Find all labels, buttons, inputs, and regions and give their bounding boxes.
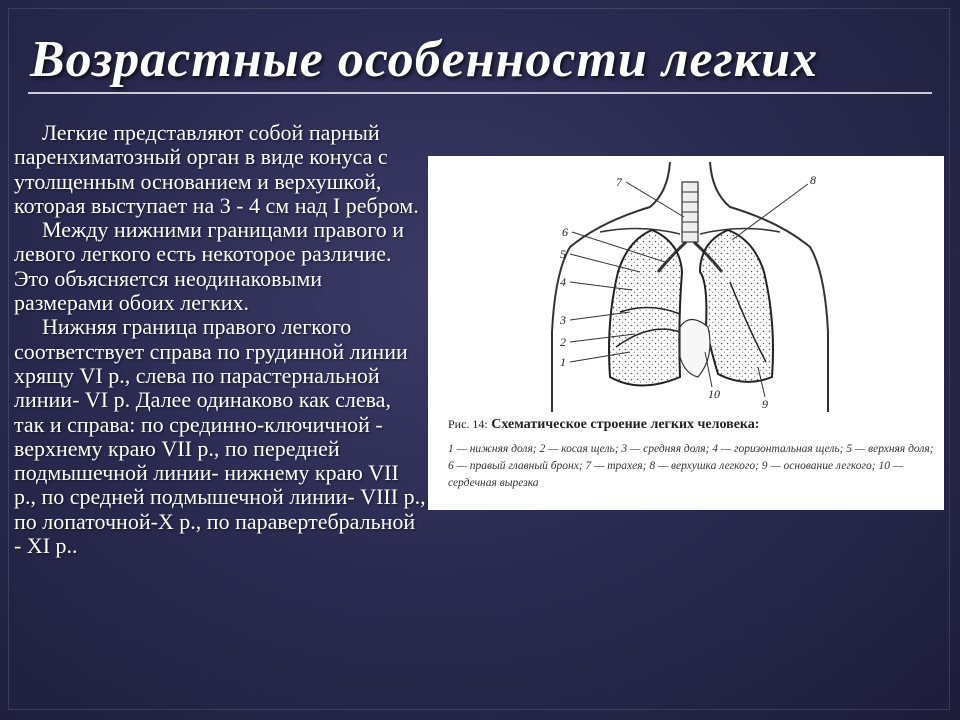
label-7: 7 [616,175,622,189]
trachea [682,182,698,242]
label-2: 2 [560,335,566,349]
figure-caption [448,414,938,492]
figure-label: Рис. 14: [448,417,488,431]
paragraph-2: Между нижними границами правого и левого легкого есть некоторое различие. Это объясняется неодинаковыми размерами обоих легких. [14,217,405,316]
label-9: 9 [762,397,768,411]
label-5: 5 [560,247,566,261]
figure-panel [428,156,944,510]
heart [680,320,710,378]
label-4: 4 [560,275,566,289]
label-10: 10 [708,387,720,401]
caption-title-line [448,414,938,435]
label-6: 6 [562,225,568,239]
label-1: 1 [560,355,566,369]
figure-title: Схематическое строение легких человека: [491,417,760,432]
slide-title: Возрастные особенности легких [30,31,819,88]
body-text [14,121,426,558]
paragraph-1: Легкие представляют собой парный паренхиматозный орган в виде конуса с утолщенным основанием и верхушкой, которая выступает на 3 - 4 см над I ребром. [14,120,419,218]
lungs-diagram [540,162,840,412]
label-3: 3 [560,313,566,327]
paragraph-3: Нижняя граница правого легкого соответствует справа по грудинной линии хрящу VI р., слева по парастернальной линии- VI р. Далее одинаково как слева, так и справа: по срединно-ключичной - верхнему краю VII р., по передней подмышечной линии- нижнему краю VII р., по средней подмышечной линии- VIII р., по лопаточной-X р., по паравертебральной - XI р.. [14,314,426,559]
figure-legend: 1 — нижняя доля; 2 — косая щель; 3 — средняя доля; 4 — горизонтальная щель; 5 — верхняя доля; 6 — правый главный бронх; 7 — трахея; 8 — верхушка легкого; 9 — основание легкого; 10 — сердечная вырезка [448,443,934,489]
label-8: 8 [810,173,816,187]
left-lung [700,230,773,382]
title-underline [28,92,932,94]
